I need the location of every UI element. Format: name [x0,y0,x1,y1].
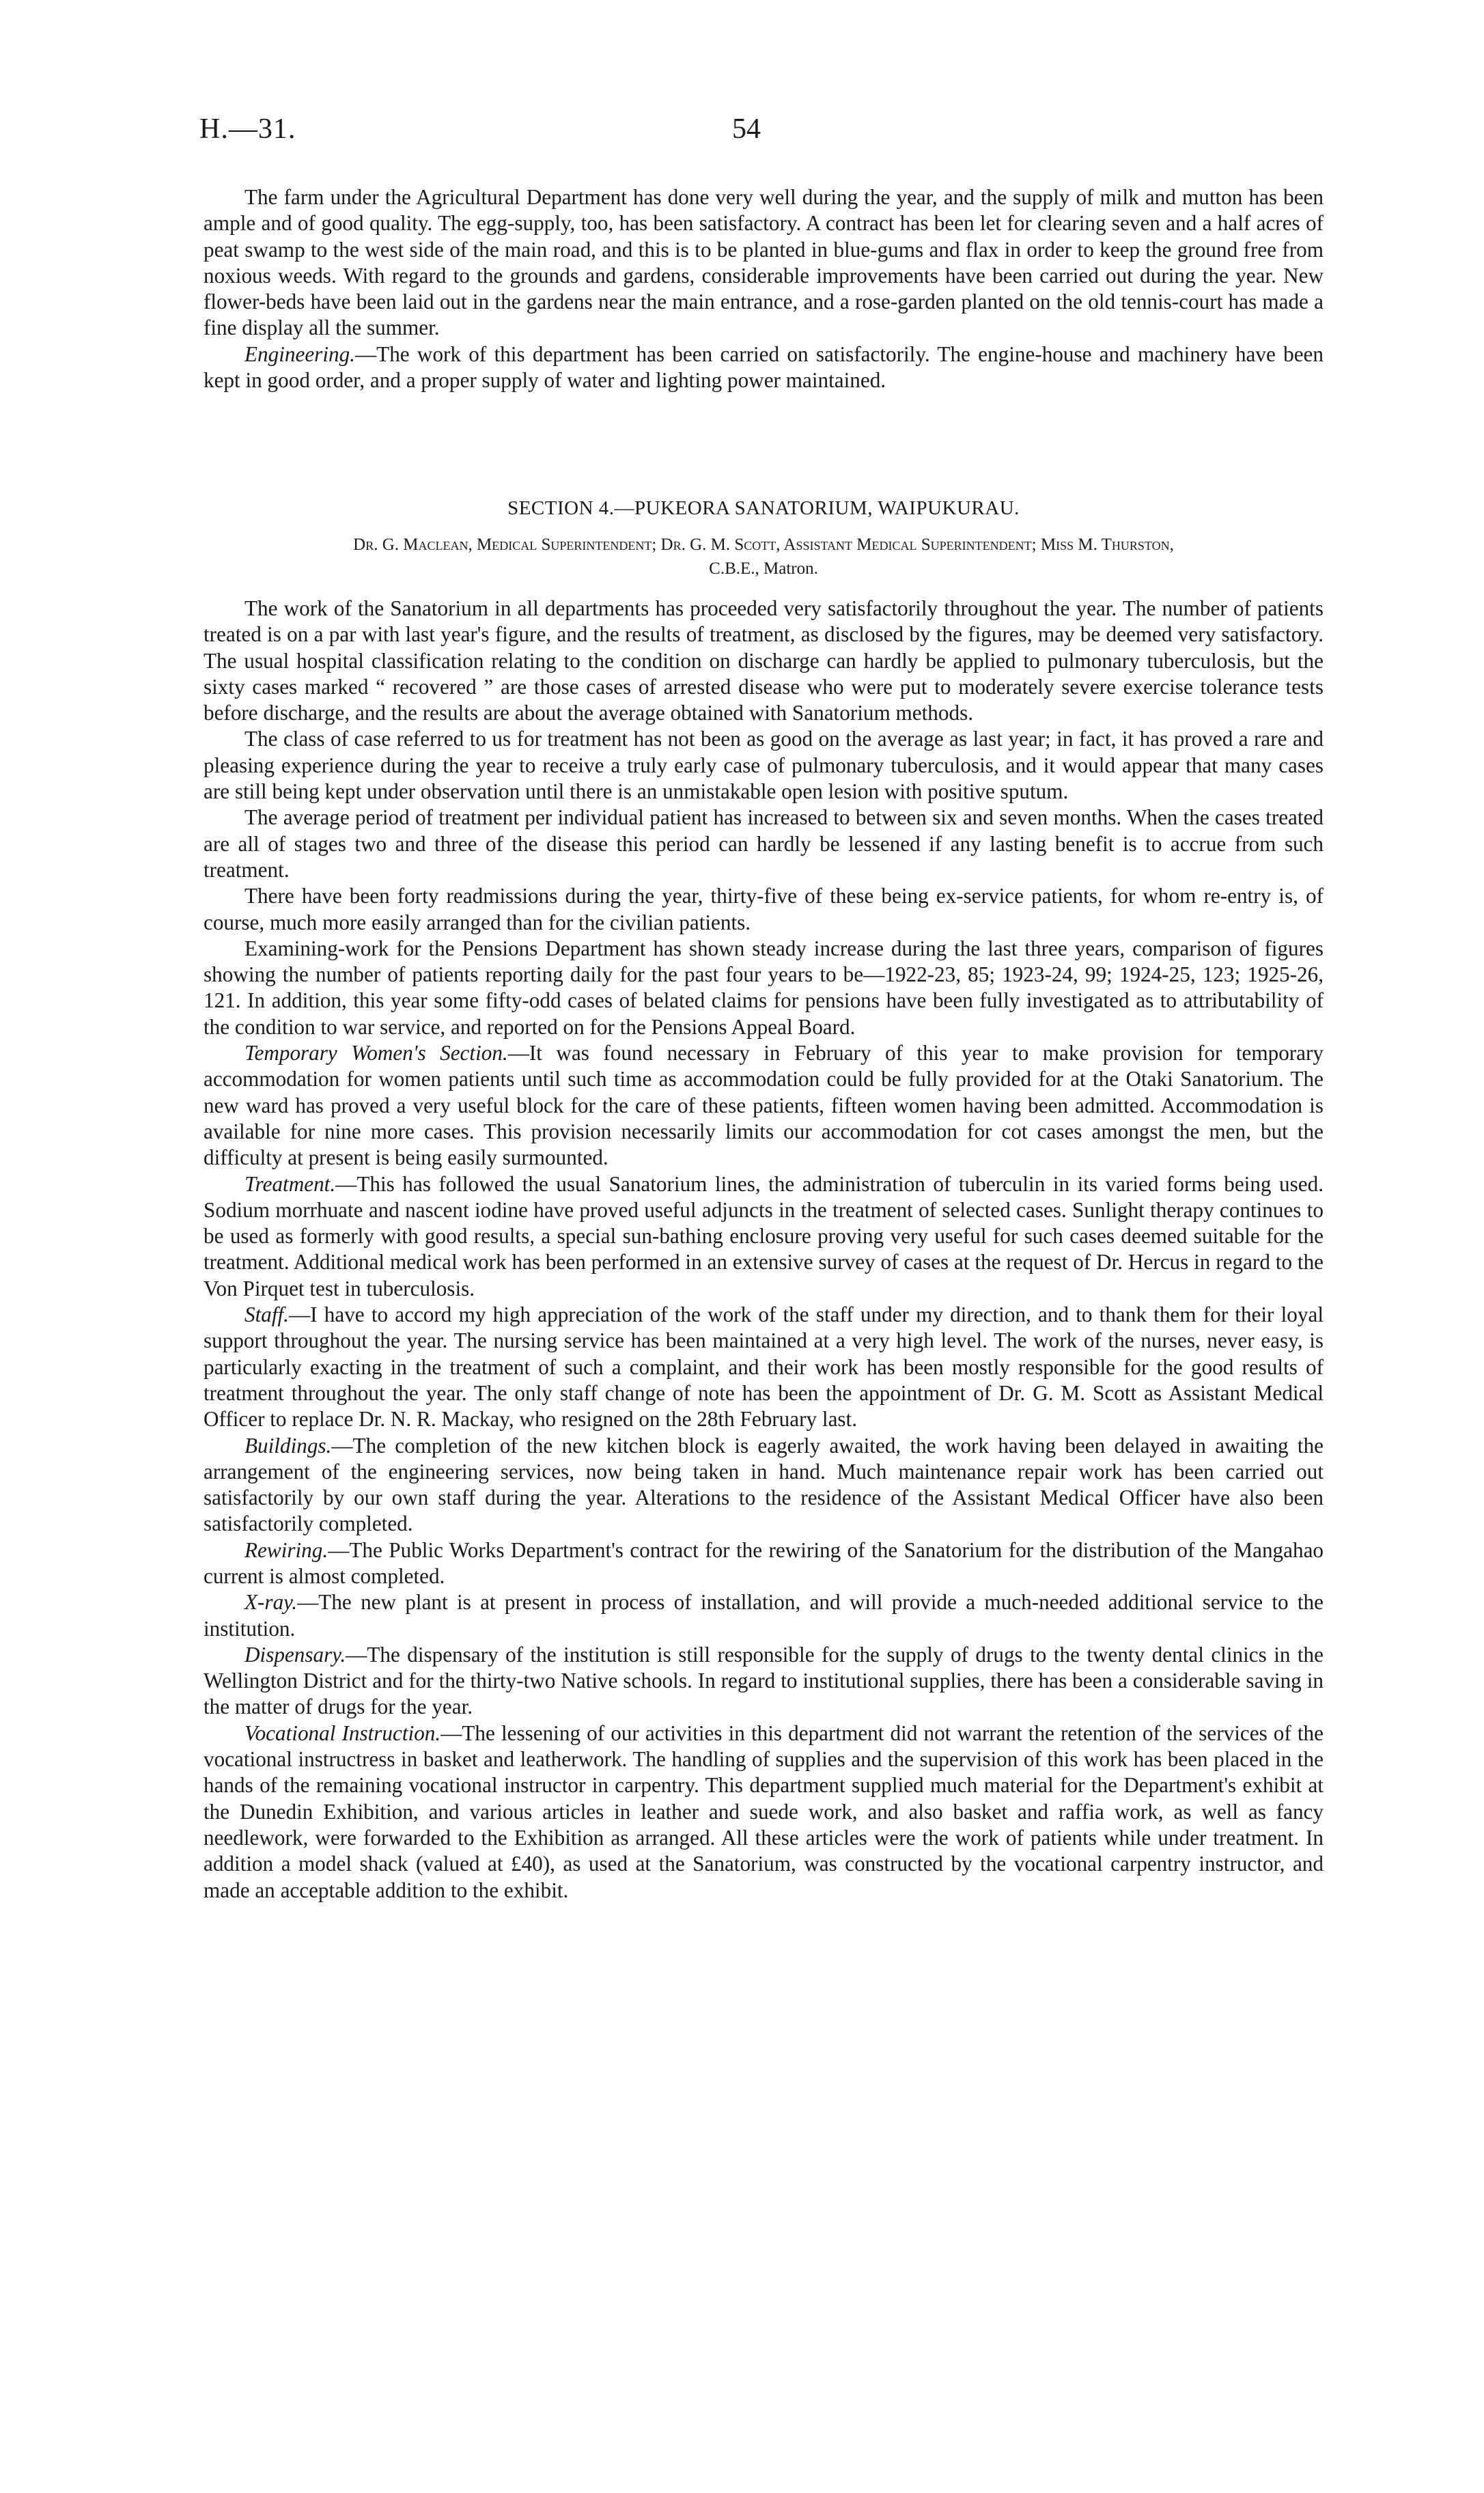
paragraph-xray: X-ray.—The new plant is at present in process of installation, and will provide a much-needed additional service to the institution. [204,1590,1324,1641]
paragraph-buildings: Buildings.—The completion of the new kitchen block is eagerly awaited, the work having been delayed in awaiting the arrangement of the engineering services, now being taken in hand. Much maintenance repair work has been carried out satisfactorily by our own staff during the year. Alterations to the residence of the Assistant Medical Officer have also been satisfactorily completed. [204,1433,1324,1536]
staff-line: Dr. G. Maclean, Medical Superintendent; Dr. G. M. Scott, Assistant Medical Superintendent; Miss M. Thurston, [353,535,1174,554]
intro-section [204,184,1324,393]
paragraph-engineering: Engineering.—The work of this department has been carried on satisfactorily. The engine-house and machinery have been kept in good order, and a proper supply of water and lighting power maintained. [204,342,1324,393]
report-reference: H.—31. [199,113,296,145]
paragraph-heading: Dispensary. [244,1642,346,1667]
paragraph-staff: Staff.—I have to accord my high appreciation of the work of the staff under my direction, and to thank them for their loyal support throughout the year. The nursing service has been maintained at a very high level. The work of the nurses, never easy, is particularly exacting in the treatment of such a complaint, and their work has been mostly responsible for the good results of treatment throughout the year. The only staff change of note has been the appointment of Dr. G. M. Scott as Assistant Medical Officer to replace Dr. N. R. Mackay, who resigned on the 28th February last. [204,1303,1324,1432]
staff-line-continued: C.B.E., Matron. [709,559,818,578]
paragraph-rewiring: Rewiring.—The Public Works Department's contract for the rewiring of the Sanatorium for the distribution of the Mangahao current is almost completed. [204,1537,1324,1588]
paragraph-dispensary: Dispensary.—The dispensary of the institution is still responsible for the supply of drugs to the twenty dental clinics in the Wellington District and for the thirty-two Native schools. In regard to institutional supplies, there has been a considerable saving in the matter of drugs for the year. [204,1642,1324,1719]
paragraph-heading: Vocational Instruction. [244,1721,441,1745]
paragraph-farm: The farm under the Agricultural Department has done very well during the year, and the supply of milk and mutton has been ample and of good quality. The egg-supply, too, has been satisfactory. A contract has been let for clearing seven and a half acres of peat swamp to the west side of the main road, and this is to be planted in blue-gums and flax in order to keep the ground free from noxious weeds. With regard to the grounds and gardens, considerable improvements have been carried out during the year. New flower-beds have been laid out in the gardens near the main entrance, and a rose-garden planted on the old tennis-court has made a fine display all the summer. [204,185,1324,340]
paragraph-vocational-instruction: Vocational Instruction.—The lessening of our activities in this department did not warrant the retention of the services of the vocational instructress in basket and leatherwork. The handling of supplies and the supervision of this work has been placed in the hands of the remaining vocational instructor in carpentry. This department supplied much material for the Department's exhibit at the Dunedin Exhibition, and various articles in leather and suede work, and also basket and raffia work, as well as fancy needlework, were forwarded to the Exhibition as arranged. All these articles were the work of patients while under treatment. In addition a model shack (valued at £40), as used at the Sanatorium, was constructed by the vocational carpentry instructor, and made an acceptable addition to the exhibit. [204,1721,1324,1902]
paragraph-overview: The work of the Sanatorium in all departments has proceeded very satisfactorily throughout the year. The number of patients treated is on a par with last year's figure, and the results of treatment, as disclosed by the figures, may be deemed very satisfactory. The usual hospital classification relating to the condition on discharge can hardly be applied to pulmonary tuberculosis, but the sixty cases marked “ recovered ” are those cases of arrested disease who were put to moderately severe exercise tolerance tests before discharge, and the results are about the average obtained with Sanatorium methods. [204,596,1324,725]
paragraph-readmissions: There have been forty readmissions during the year, thirty-five of these being ex-service patients, for whom re-entry is, of course, much more easily arranged than for the civilian patients. [204,884,1324,934]
paragraph-heading: Buildings. [244,1433,332,1458]
paragraph-heading: Temporary Women's Section. [244,1041,508,1066]
paragraph-heading: Staff. [244,1303,289,1327]
paragraph-heading: Treatment. [244,1171,336,1196]
section-body [204,596,1324,1904]
paragraph-heading: X-ray. [244,1590,298,1615]
page-number: 54 [732,113,761,145]
paragraph-heading: Engineering. [244,342,355,366]
paragraph-treatment: Treatment.—This has followed the usual Sanatorium lines, the administration of tuberculin in its varied forms being used. Sodium morrhuate and nascent iodine have proved useful adjuncts in the treatment of selected cases. Sunlight therapy continues to be used as formerly with good results, a special sun-bathing enclosure proving very useful for such cases deemed suitable for the treatment. Additional medical work has been performed in an extensive survey of cases at the request of Dr. Hercus in regard to the Von Pirquet test in tuberculosis. [204,1171,1324,1300]
section-title: SECTION 4.—PUKEORA SANATORIUM, WAIPUKURAU. [507,497,1020,519]
paragraph-heading: Rewiring. [244,1537,328,1562]
paragraph-womens-section: Temporary Women's Section.—It was found necessary in February of this year to make provision for temporary accommodation for women patients until such time as accommodation could be fully provided for at the Otaki Sanatorium. The new ward has proved a very useful block for the care of these patients, fifteen women having been admitted. Accommodation is available for nine more cases. This provision necessarily limits our accommodation for cot cases amongst the men, but the difficulty at present is being easily surmounted. [204,1041,1324,1170]
page-header [199,113,1326,154]
paragraph-treatment-period: The average period of treatment per individual patient has increased to between six and seven months. When the cases treated are all of stages two and three of the disease this period can hardly be lessened if any lasting benefit is to accrue from such treatment. [204,805,1324,882]
paragraph-pensions: Examining-work for the Pensions Department has shown steady increase during the last three years, comparison of figures showing the number of patients reporting daily for the past four years to be—1922-23, 85; 1923-24, 99; 1924-25, 123; 1925-26, 121. In addition, this year some fifty-odd cases of belated claims for pensions have been fully investigated as to attributability of the condition to war service, and reported on for the Pensions Appeal Board. [204,936,1324,1039]
paragraph-case-class: The class of case referred to us for treatment has not been as good on the average as last year; in fact, it has proved a rare and pleasing experience during the year to receive a truly early case of pulmonary tuberculosis, and it would appear that many cases are still being kept under observation until there is an unmistakable open lesion with positive sputum. [204,727,1324,804]
